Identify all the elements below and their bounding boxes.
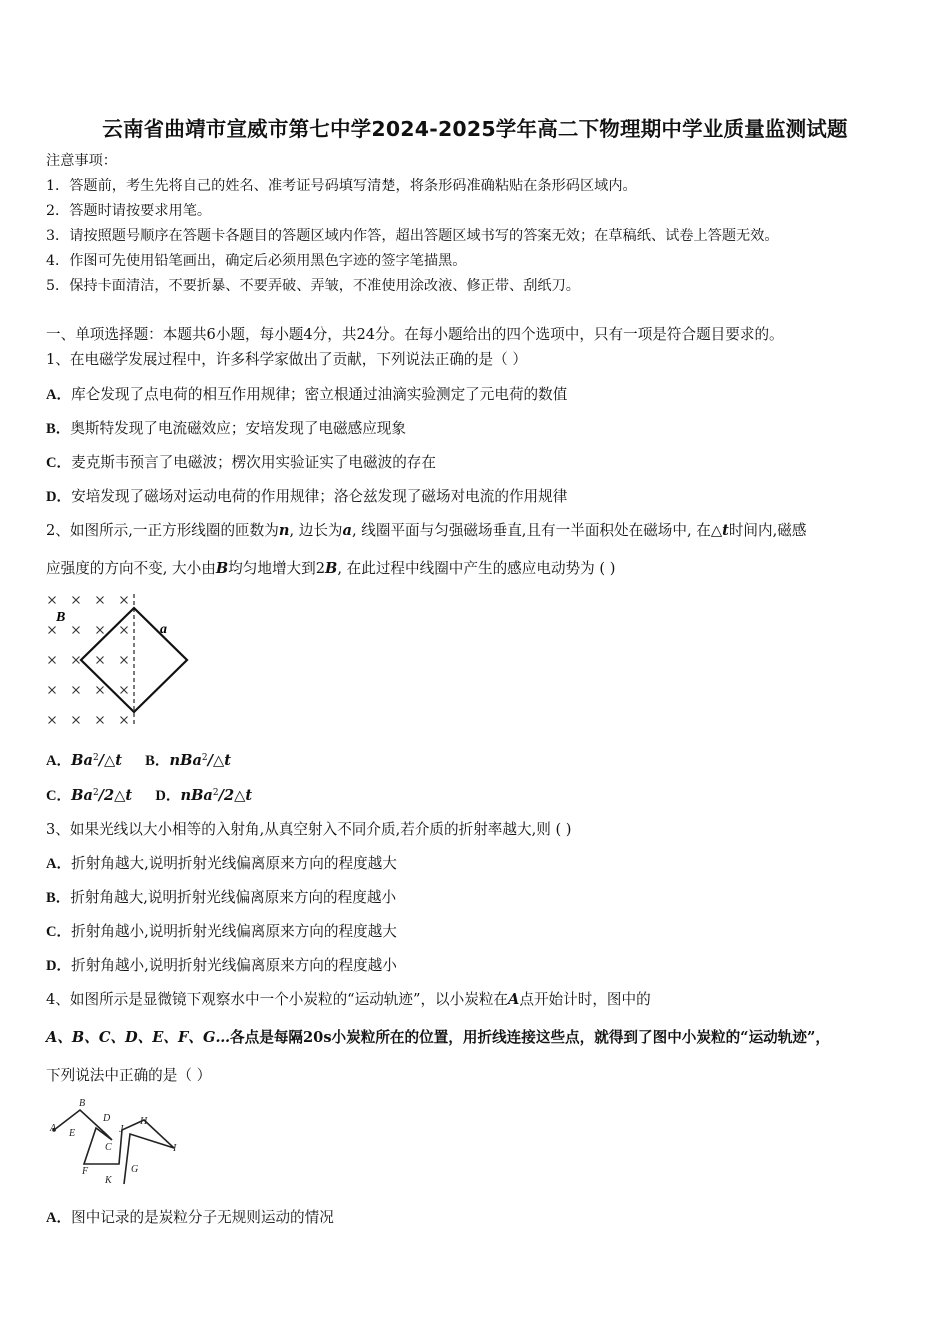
option-expr: nBa <box>169 752 202 769</box>
option-expr: /△t <box>207 752 231 769</box>
option-letter: B． <box>46 890 71 906</box>
label-b: B <box>56 610 66 625</box>
question-2-stem-line2 <box>46 560 615 578</box>
option-letter: D． <box>46 489 72 505</box>
q3-option-a <box>46 855 397 873</box>
option-text: 安培发现了磁场对运动电荷的作用规律；洛仑兹发现了磁场对电流的作用规律 <box>71 488 568 505</box>
option-sup: 2 <box>201 753 208 763</box>
option-letter: A． <box>46 856 72 872</box>
question-3-stem: 3、如果光线以大小相等的入射角,从真空射入不同介质,若介质的折射率越大,则 ( ) <box>46 821 572 838</box>
option-text: 库仑发现了点电荷的相互作用规律；密立根通过油滴实验测定了元电荷的数值 <box>71 386 568 403</box>
point-label-e: E <box>69 1128 76 1139</box>
q3-option-d <box>46 957 397 975</box>
q1-option-a <box>46 386 567 404</box>
point-list: A、B、C、D、E、F、G… <box>46 1029 231 1046</box>
notice-item-5: 5．保持卡面清洁，不要折暴、不要弄破、弄皱，不准使用涂改液、修正带、刮纸刀。 <box>46 278 580 294</box>
var-a: A <box>508 991 520 1008</box>
option-sup: 2 <box>212 788 219 798</box>
label-a: a <box>160 622 167 637</box>
q1-option-b <box>46 420 406 438</box>
option-text: 折射角越大,说明折射光线偏离原来方向的程度越大 <box>71 855 397 872</box>
question-2-stem-line1 <box>46 522 806 540</box>
point-label-b: B <box>79 1098 86 1109</box>
stem-text: 应强度的方向不变, 大小由 <box>46 560 216 577</box>
option-letter: B． <box>145 753 170 769</box>
q1-option-d <box>46 488 567 506</box>
stem-text: , 边长为 <box>289 522 343 539</box>
question-4-stem-line2 <box>46 1029 830 1047</box>
point-label-j: J <box>119 1124 124 1135</box>
option-sup: 2 <box>92 753 99 763</box>
notice-item-2: 2．答题时请按要求用笔。 <box>46 203 212 219</box>
point-label-f: F <box>82 1166 89 1177</box>
option-expr: /2△t <box>98 787 133 804</box>
var-n: n <box>278 522 290 539</box>
stem-text: , 在此过程中线圈中产生的感应电动势为 ( ) <box>337 560 616 577</box>
question-4-stem-line1 <box>46 991 651 1009</box>
q4-option-a <box>46 1209 334 1227</box>
option-letter: A． <box>46 387 72 403</box>
point-label-k: K <box>105 1175 112 1186</box>
notice-heading: 注意事项： <box>46 153 117 169</box>
option-letter: D． <box>46 958 72 974</box>
q2-coil-figure <box>40 590 200 730</box>
stem-text: 2、如图所示,一正方形线圈的匝数为 <box>46 522 279 539</box>
var-t: t <box>722 522 729 539</box>
point-label-i: I <box>173 1143 177 1154</box>
option-letter: A． <box>46 753 72 769</box>
option-expr: /△t <box>98 752 122 769</box>
option-text: 折射角越小,说明折射光线偏离原来方向的程度越大 <box>71 923 397 940</box>
option-letter: D． <box>155 788 181 804</box>
option-letter: C． <box>46 788 72 804</box>
var-b: B <box>325 560 338 577</box>
notice-item-3: 3．请按照题号顺序在答题卡各题目的答题区域内作答，超出答题区域书写的答案无效；在草稿纸、试卷上答题无效。 <box>46 228 779 244</box>
option-letter: A． <box>46 1210 72 1226</box>
option-sup: 2 <box>92 788 99 798</box>
q3-option-b <box>46 889 396 907</box>
option-expr: Ba <box>71 787 93 804</box>
stem-text: 4、如图所示是显微镜下观察水中一个小炭粒的“运动轨迹”，以小炭粒在 <box>46 991 509 1008</box>
option-expr: Ba <box>71 752 93 769</box>
stem-text: 时间内,磁感 <box>728 522 807 539</box>
stem-text: , 线圈平面与匀强磁场垂直,且有一半面积处在磁场中, 在△ <box>352 522 723 539</box>
notice-item-1: 1．答题前，考生先将自己的姓名、准考证号码填写清楚，将条形码准确粘贴在条形码区域内。 <box>46 178 637 194</box>
option-letter: C． <box>46 924 72 940</box>
q3-option-c <box>46 923 397 941</box>
point-label-g: G <box>131 1164 139 1175</box>
option-expr: nBa <box>180 787 213 804</box>
point-label-h: H <box>140 1116 148 1127</box>
option-letter: C． <box>46 455 72 471</box>
stem-text: 均匀地增大到2 <box>228 560 326 577</box>
option-text: 图中记录的是炭粒分子无规则运动的情况 <box>71 1209 334 1226</box>
q4-trajectory-figure <box>44 1094 194 1189</box>
stem-text: 点开始计时，图中的 <box>519 991 651 1008</box>
trajectory-path <box>54 1110 174 1184</box>
section-heading: 一、单项选择题：本题共6小题，每小题4分，共24分。在每小题给出的四个选项中，只有一项是符合题目要求的。 <box>46 326 784 343</box>
q1-option-c <box>46 454 436 472</box>
question-4-stem-line3: 下列说法中正确的是（ ） <box>46 1067 212 1084</box>
point-label-a: A <box>50 1123 57 1134</box>
q2-options-row-1 <box>46 752 231 770</box>
option-expr: /2△t <box>218 787 253 804</box>
notice-item-4: 4．作图可先使用铅笔画出，确定后必须用黑色字迹的签字笔描黑。 <box>46 253 467 269</box>
page-title: 云南省曲靖市宣威市第七中学2024-2025学年高二下物理期中学业质量监测试题 <box>102 117 848 141</box>
option-text: 折射角越小,说明折射光线偏离原来方向的程度越小 <box>71 957 397 974</box>
question-1-stem: 1、在电磁学发展过程中，许多科学家做出了贡献，下列说法正确的是（ ） <box>46 351 527 368</box>
point-label-d: D <box>103 1113 111 1124</box>
option-text: 奥斯特发现了电流磁效应；安培发现了电磁感应现象 <box>70 420 406 437</box>
option-text: 折射角越大,说明折射光线偏离原来方向的程度越小 <box>70 889 397 906</box>
point-label-c: C <box>105 1142 112 1153</box>
q2-options-row-2 <box>46 787 252 805</box>
var-a: a <box>342 522 352 539</box>
option-text: 麦克斯韦预言了电磁波；楞次用实验证实了电磁波的存在 <box>71 454 436 471</box>
stem-text: 各点是每隔20s小炭粒所在的位置，用折线连接这些点，就得到了图中小炭粒的“运动轨迹”， <box>230 1029 830 1046</box>
var-b: B <box>215 560 229 577</box>
option-letter: B． <box>46 421 71 437</box>
